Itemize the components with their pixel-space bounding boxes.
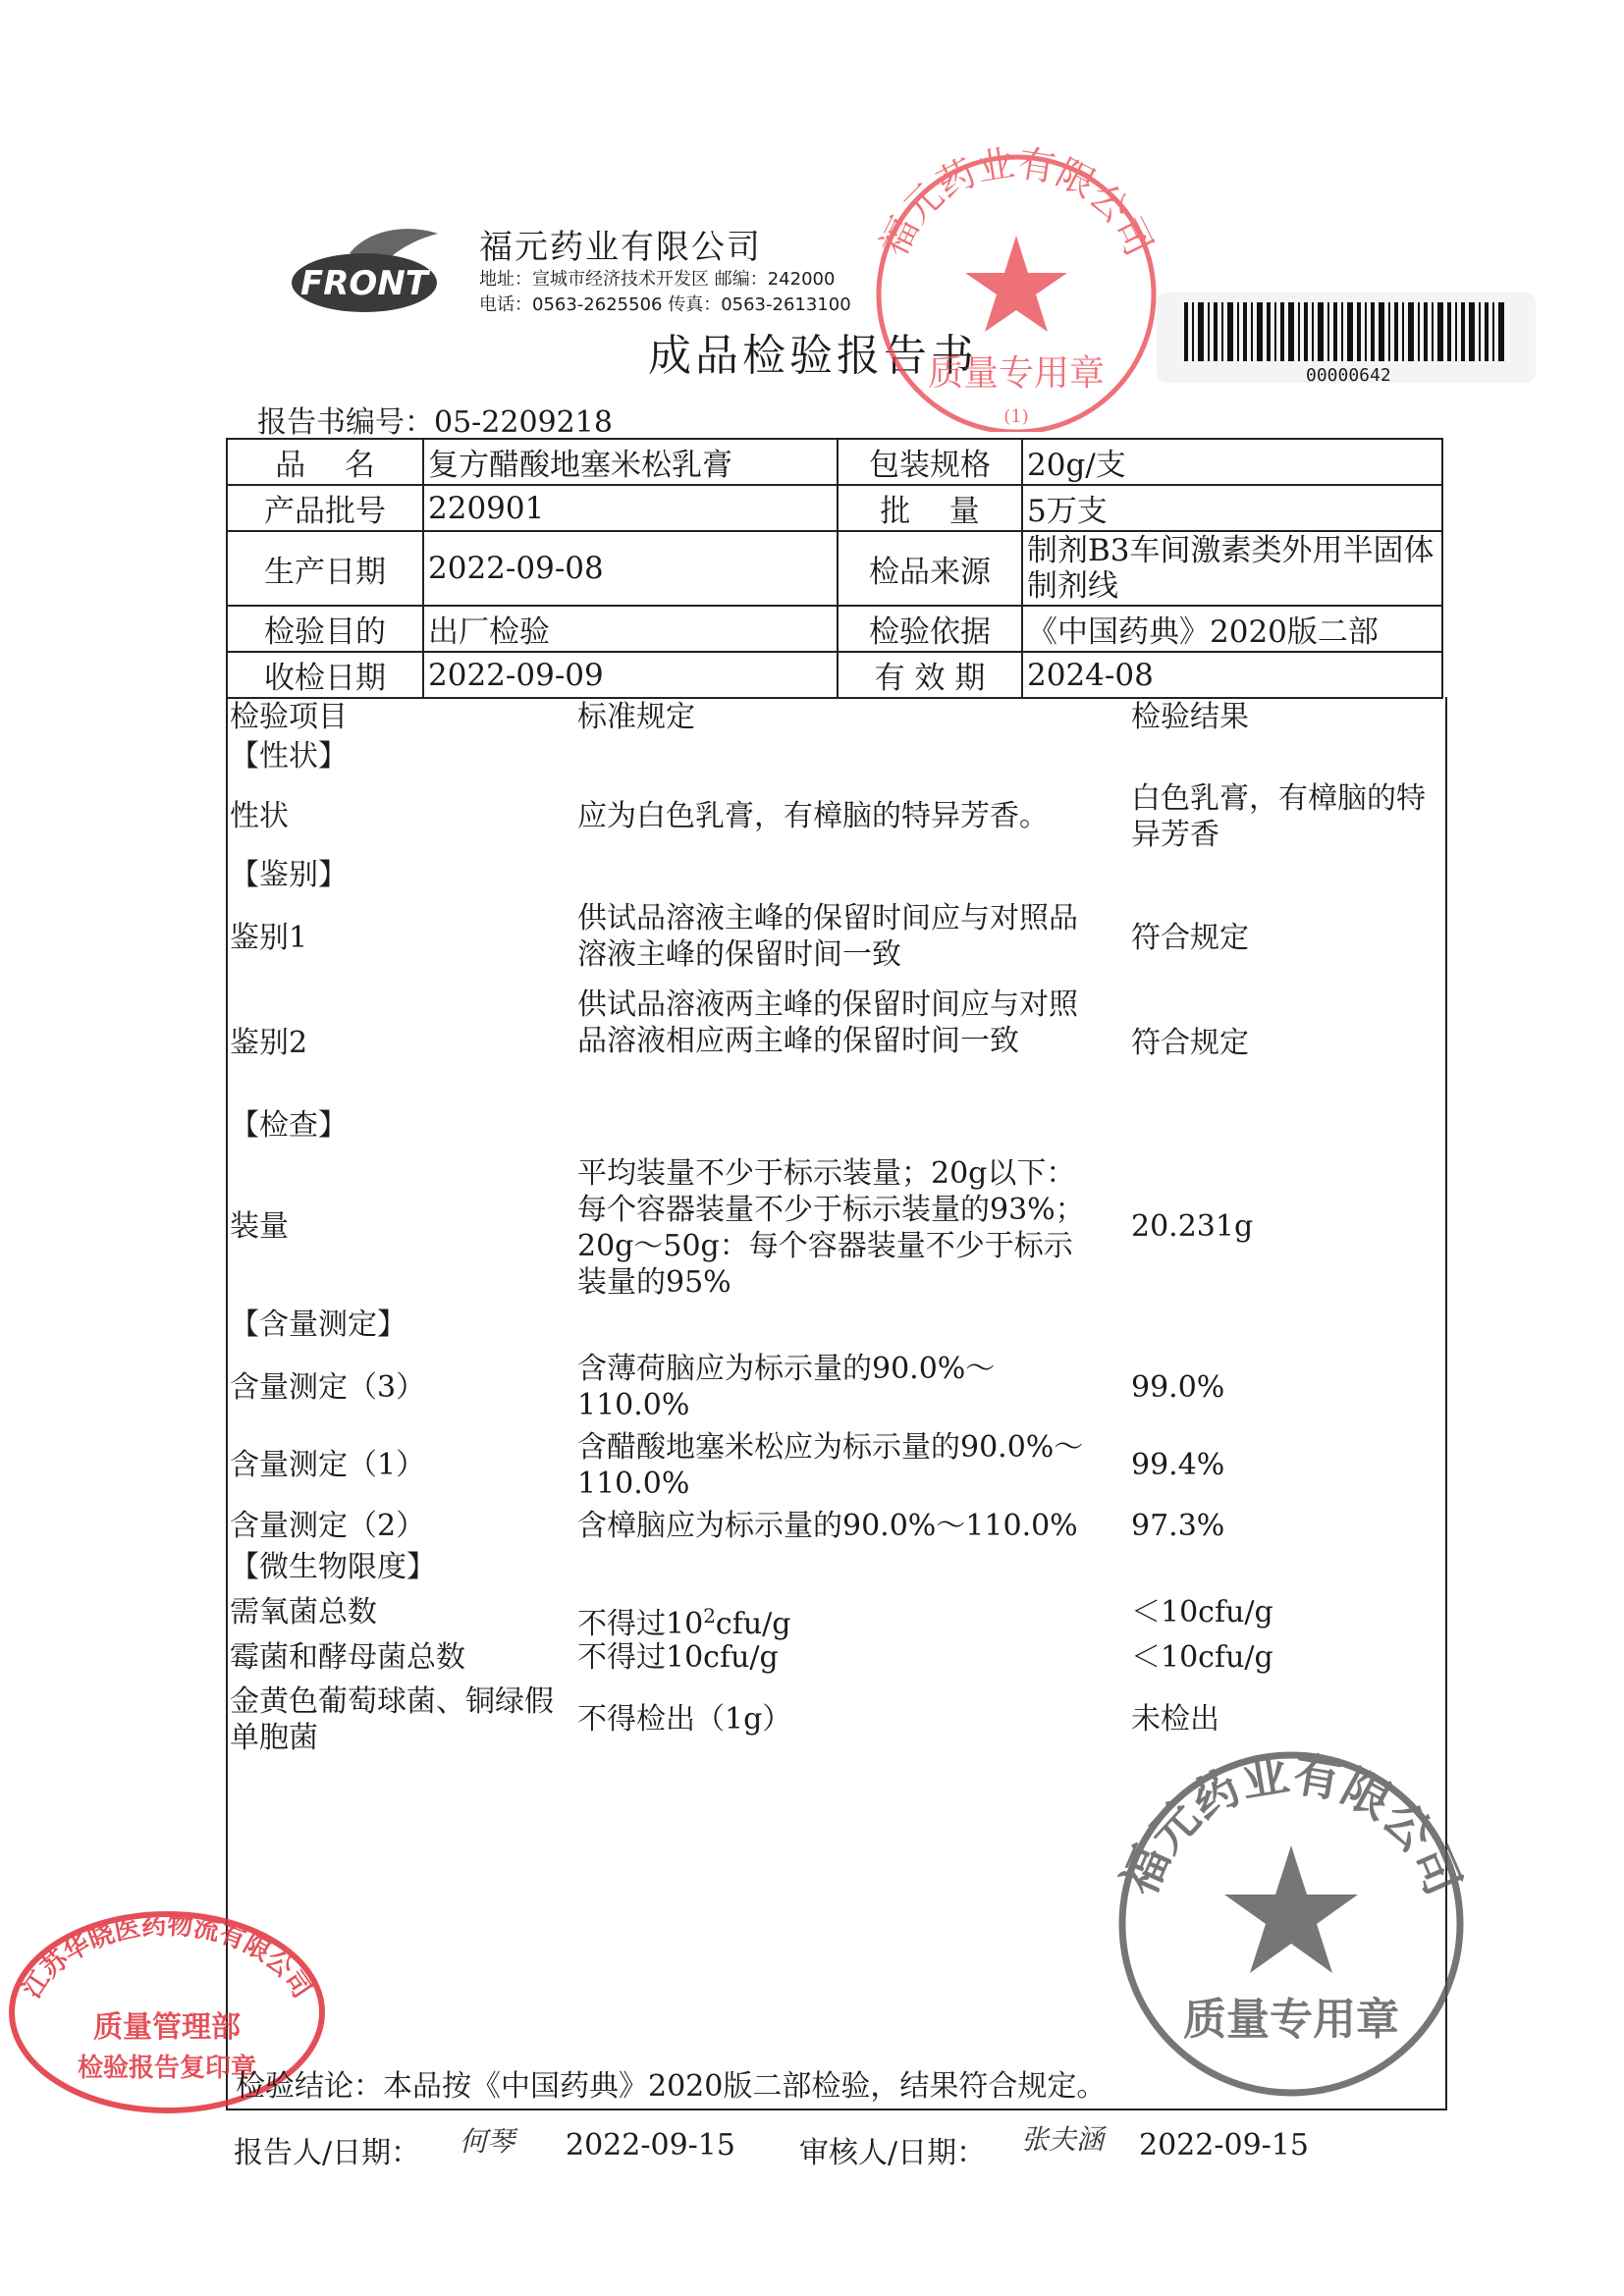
quality-seal-bottom	[1095, 1728, 1488, 2101]
basis-label: 检验依据	[838, 606, 1022, 652]
std-aerobic-text: 不得过10	[577, 1607, 704, 1641]
prod-date-label: 生产日期	[227, 531, 423, 606]
batch-no-label: 产品批号	[227, 485, 423, 531]
product-name-value: 复方醋酸地塞米松乳膏	[423, 439, 838, 485]
std-id1: 供试品溶液主峰的保留时间应与对照品溶液主峰的保留时间一致	[577, 901, 1078, 972]
package-value: 20g/支	[1022, 439, 1442, 485]
reporter-signature: 何琴	[460, 2125, 515, 2158]
res-fill: 20.231g	[1131, 1209, 1254, 1244]
purpose-value: 出厂检验	[423, 606, 838, 652]
item-character: 性状	[230, 799, 289, 833]
item-aerobic: 需氧菌总数	[230, 1595, 377, 1629]
res-assay1: 99.4%	[1131, 1448, 1225, 1482]
reviewer-date: 2022-09-15	[1139, 2128, 1309, 2163]
std-character: 应为白色乳膏，有樟脑的特异芳香。	[577, 799, 1049, 833]
svg-text:质量管理部: 质量管理部	[93, 2010, 241, 2045]
reviewer-signature: 张夫涵	[1021, 2123, 1105, 2156]
batch-size-value: 5万支	[1022, 485, 1442, 531]
std-assay2: 含樟脑应为标示量的90.0%～110.0%	[577, 1509, 1078, 1543]
product-info-table	[226, 438, 1443, 699]
quality-seal-top	[859, 137, 1173, 432]
table-row	[227, 652, 1442, 698]
source-value: 制剂B3车间激素类外用半固体制剂线	[1022, 531, 1442, 606]
company-phone: 电话：0563-2625506 传真：0563-2613100	[479, 294, 851, 315]
section-identification: 【鉴别】	[230, 858, 348, 892]
res-staph: 未检出	[1131, 1702, 1219, 1736]
batch-no-value: 220901	[423, 485, 838, 531]
std-aerobic-exponent: 2	[703, 1604, 716, 1628]
svg-text:江苏华晓医药物流有限公司: 江苏华晓医药物流有限公司	[17, 1910, 317, 2004]
company-address: 地址：宣城市经济技术开发区 邮编：242000	[479, 269, 836, 290]
item-staph: 金黄色葡萄球菌、铜绿假单胞菌	[230, 1684, 554, 1755]
std-id2: 供试品溶液两主峰的保留时间应与对照品溶液相应两主峰的保留时间一致	[577, 988, 1078, 1058]
column-header-item: 检验项目	[230, 700, 348, 734]
column-header-result: 检验结果	[1131, 700, 1249, 734]
column-header-standard: 标准规定	[577, 700, 695, 734]
table-row	[227, 439, 1442, 485]
res-assay2: 97.3%	[1131, 1509, 1225, 1543]
table-row	[227, 606, 1442, 652]
svg-text:质量专用章: 质量专用章	[1183, 1995, 1399, 2045]
product-name-label: 品 名	[227, 439, 423, 485]
res-aerobic: ＜10cfu/g	[1131, 1595, 1273, 1629]
section-character: 【性状】	[230, 739, 348, 774]
reporter-label: 报告人/日期：	[234, 2136, 421, 2170]
section-assay: 【含量测定】	[230, 1308, 406, 1342]
table-row	[227, 531, 1442, 606]
item-assay1: 含量测定（1）	[230, 1448, 426, 1482]
item-assay2: 含量测定（2）	[230, 1509, 426, 1543]
std-assay3: 含薄荷脑应为标示量的90.0%～110.0%	[577, 1352, 996, 1422]
purpose-label: 检验目的	[227, 606, 423, 652]
receive-date-label: 收检日期	[227, 652, 423, 698]
res-assay3: 99.0%	[1131, 1370, 1225, 1405]
std-aerobic-unit: cfu/g	[715, 1607, 791, 1641]
item-assay3: 含量测定（3）	[230, 1370, 426, 1405]
company-name: 福元药业有限公司	[479, 228, 762, 267]
std-mold: 不得过10cfu/g	[577, 1640, 779, 1675]
svg-text:检验报告复印章: 检验报告复印章	[77, 2054, 257, 2083]
receive-date-value: 2022-09-09	[423, 652, 838, 698]
res-character: 白色乳膏，有樟脑的特异芳香	[1131, 781, 1426, 852]
table-row	[227, 485, 1442, 531]
basis-value: 《中国药典》2020版二部	[1022, 606, 1442, 652]
prod-date-value: 2022-09-08	[423, 531, 838, 606]
batch-size-label: 批 量	[838, 485, 1022, 531]
svg-text:福元药业有限公司: 福元药业有限公司	[871, 140, 1162, 263]
std-aerobic	[577, 1598, 1108, 1642]
res-id1: 符合规定	[1131, 921, 1249, 955]
std-fill: 平均装量不少于标示装量；20g以下：每个容器装量不少于标示装量的93%；20g～50g：每个容器装量不少于标示装量的95%	[577, 1156, 1085, 1300]
svg-text:(1): (1)	[1003, 406, 1029, 427]
res-id2: 符合规定	[1131, 1026, 1249, 1060]
std-assay1: 含醋酸地塞米松应为标示量的90.0%～110.0%	[577, 1430, 1084, 1501]
svg-text:FRONT: FRONT	[300, 264, 428, 303]
expiry-label: 有 效 期	[838, 652, 1022, 698]
report-number: 报告书编号：05-2209218	[257, 405, 613, 440]
barcode-number: 00000642	[1306, 365, 1391, 386]
section-inspection: 【检查】	[230, 1108, 348, 1143]
reporter-date: 2022-09-15	[566, 2128, 735, 2163]
svg-text:质量专用章: 质量专用章	[927, 353, 1106, 394]
reviewer-label: 审核人/日期：	[799, 2136, 987, 2170]
item-id1: 鉴别1	[230, 921, 308, 955]
svg-text:福元药业有限公司: 福元药业有限公司	[1111, 1746, 1471, 1903]
std-staph: 不得检出（1g）	[577, 1702, 792, 1736]
source-label: 检品来源	[838, 531, 1022, 606]
item-mold: 霉菌和酵母菌总数	[230, 1640, 465, 1675]
item-id2: 鉴别2	[230, 1026, 308, 1060]
document-title: 成品检验报告书	[648, 331, 978, 381]
expiry-value: 2024-08	[1022, 652, 1442, 698]
front-logo	[291, 224, 444, 322]
res-mold: ＜10cfu/g	[1131, 1640, 1273, 1675]
section-micro: 【微生物限度】	[230, 1550, 436, 1584]
package-label: 包装规格	[838, 439, 1022, 485]
item-fill: 装量	[230, 1209, 289, 1244]
conclusion: 检验结论：本品按《中国药典》2020版二部检验，结果符合规定。	[236, 2069, 1107, 2104]
